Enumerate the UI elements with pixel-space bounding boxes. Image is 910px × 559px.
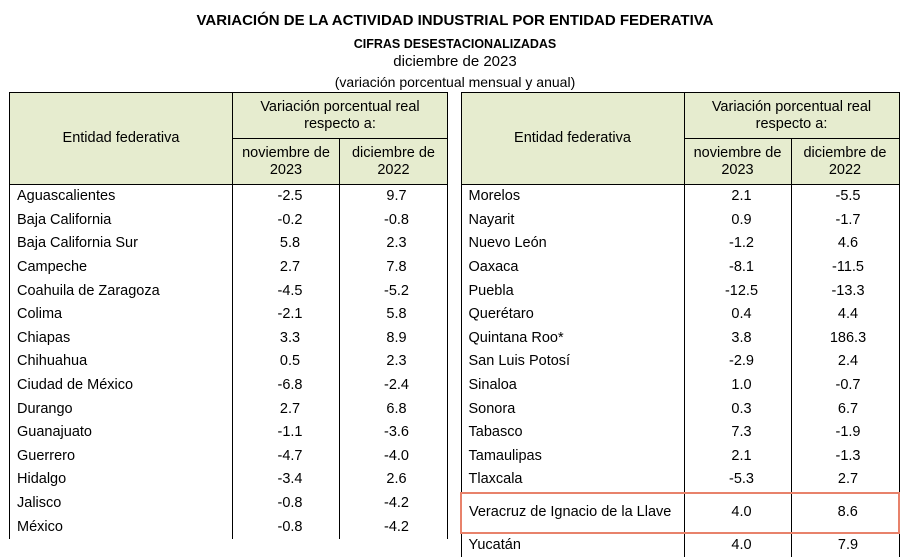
nov-2023-value-cell: 0.3 xyxy=(684,397,791,421)
table-row xyxy=(461,374,899,398)
dic-2022-value-cell: 2.4 xyxy=(791,350,899,374)
nov-2023-value-cell: -1.2 xyxy=(684,232,791,256)
nov-2023-value-cell: 4.0 xyxy=(684,493,791,533)
report-title: VARIACIÓN DE LA ACTIVIDAD INDUSTRIAL POR ENTIDAD FEDERATIVA xyxy=(196,12,714,29)
entity-name-cell: Veracruz de Ignacio de la Llave xyxy=(461,493,684,533)
dic-2022-value-cell: 4.4 xyxy=(791,303,899,327)
dic-2022-value-cell: -1.7 xyxy=(791,209,899,233)
dic-2022-value-cell: 6.8 xyxy=(340,397,448,421)
entity-name-cell: Coahuila de Zaragoza xyxy=(10,279,233,303)
table-row xyxy=(10,185,448,209)
table-row xyxy=(461,209,899,233)
nov-2023-value-cell: 2.1 xyxy=(684,185,791,209)
nov-2023-value-cell: -2.9 xyxy=(684,350,791,374)
entity-name-cell: San Luis Potosí xyxy=(461,350,684,374)
entity-name-cell: Durango xyxy=(10,397,233,421)
dic-2022-value-cell: 2.3 xyxy=(340,350,448,374)
table-row xyxy=(10,327,448,351)
nov-2023-column-header: noviembre de 2023 xyxy=(233,139,340,185)
nov-2023-value-cell: 2.7 xyxy=(233,256,340,280)
entity-name-cell: México xyxy=(10,515,233,539)
table-row xyxy=(461,327,899,351)
nov-2023-value-cell: 3.3 xyxy=(233,327,340,351)
dic-2022-value-cell: -3.6 xyxy=(340,421,448,445)
dic-2022-value-cell: -13.3 xyxy=(791,279,899,303)
entity-name-cell: Baja California xyxy=(10,209,233,233)
dic-2022-value-cell: -0.7 xyxy=(791,374,899,398)
nov-2023-value-cell: 0.5 xyxy=(233,350,340,374)
dic-2022-value-cell: 5.8 xyxy=(340,303,448,327)
table-row xyxy=(10,492,448,516)
dic-2022-value-cell: 4.6 xyxy=(791,232,899,256)
table-row xyxy=(461,279,899,303)
table-row xyxy=(461,303,899,327)
dic-2022-value-cell: -4.2 xyxy=(340,492,448,516)
entity-name-cell: Guanajuato xyxy=(10,421,233,445)
dic-2022-value-cell: -4.2 xyxy=(340,515,448,539)
nov-2023-value-cell: -0.8 xyxy=(233,515,340,539)
report-subtitle: CIFRAS DESESTACIONALIZADAS xyxy=(353,37,557,51)
dic-2022-value-cell: 9.7 xyxy=(340,185,448,209)
nov-2023-value-cell: 5.8 xyxy=(233,232,340,256)
table-row-highlighted xyxy=(461,493,899,533)
entity-name-cell: Nayarit xyxy=(461,209,684,233)
entity-name-cell: Quintana Roo* xyxy=(461,327,684,351)
dic-2022-value-cell: 2.3 xyxy=(340,232,448,256)
nov-2023-value-cell: -0.2 xyxy=(233,209,340,233)
nov-2023-value-cell: -8.1 xyxy=(684,256,791,280)
entity-name-cell: Morelos xyxy=(461,185,684,209)
nov-2023-value-cell: 0.4 xyxy=(684,303,791,327)
nov-2023-value-cell: -2.5 xyxy=(233,185,340,209)
left-table-panel xyxy=(9,92,447,539)
table-row xyxy=(10,468,448,492)
report-note: (variación porcentual mensual y anual) xyxy=(334,74,576,90)
nov-2023-value-cell: 0.9 xyxy=(684,209,791,233)
entity-name-cell: Guerrero xyxy=(10,445,233,469)
variation-column-header: Variación porcentual real respecto a: xyxy=(684,93,899,139)
dic-2022-column-header: diciembre de 2022 xyxy=(791,139,899,185)
entity-name-cell: Tabasco xyxy=(461,421,684,445)
table-row xyxy=(10,279,448,303)
entity-column-header: Entidad federativa xyxy=(461,93,684,185)
nov-2023-value-cell: -0.8 xyxy=(233,492,340,516)
entity-name-cell: Jalisco xyxy=(10,492,233,516)
nov-2023-value-cell: 1.0 xyxy=(684,374,791,398)
nov-2023-value-cell: 7.3 xyxy=(684,421,791,445)
entity-name-cell: Colima xyxy=(10,303,233,327)
nov-2023-value-cell: -4.7 xyxy=(233,445,340,469)
entity-name-cell: Aguascalientes xyxy=(10,185,233,209)
entity-name-cell: Yucatán xyxy=(461,533,684,558)
variation-column-header: Variación porcentual real respecto a: xyxy=(233,93,448,139)
dic-2022-value-cell: 7.8 xyxy=(340,256,448,280)
nov-2023-value-cell: -4.5 xyxy=(233,279,340,303)
table-row xyxy=(10,303,448,327)
entity-name-cell: Tlaxcala xyxy=(461,468,684,493)
table-row xyxy=(10,232,448,256)
dic-2022-value-cell: 186.3 xyxy=(791,327,899,351)
dic-2022-value-cell: 6.7 xyxy=(791,397,899,421)
right-table-panel xyxy=(460,92,898,557)
nov-2023-value-cell: -1.1 xyxy=(233,421,340,445)
table-row xyxy=(10,256,448,280)
table-row xyxy=(461,256,899,280)
nov-2023-value-cell: 2.7 xyxy=(233,397,340,421)
entity-name-cell: Hidalgo xyxy=(10,468,233,492)
entity-name-cell: Sonora xyxy=(461,397,684,421)
entity-name-cell: Campeche xyxy=(10,256,233,280)
nov-2023-value-cell: -5.3 xyxy=(684,468,791,493)
dic-2022-value-cell: 8.9 xyxy=(340,327,448,351)
nov-2023-value-cell: 2.1 xyxy=(684,445,791,469)
dic-2022-value-cell: 2.7 xyxy=(791,468,899,493)
dic-2022-value-cell: -2.4 xyxy=(340,374,448,398)
table-row xyxy=(461,468,899,493)
entity-name-cell: Nuevo León xyxy=(461,232,684,256)
entity-column-header: Entidad federativa xyxy=(10,93,233,185)
table-row xyxy=(461,397,899,421)
table-row xyxy=(461,350,899,374)
table-row xyxy=(461,445,899,469)
left-data-table xyxy=(9,92,448,539)
entity-name-cell: Sinaloa xyxy=(461,374,684,398)
table-row xyxy=(461,185,899,209)
nov-2023-value-cell: -3.4 xyxy=(233,468,340,492)
dic-2022-value-cell: -0.8 xyxy=(340,209,448,233)
dic-2022-column-header: diciembre de 2022 xyxy=(340,139,448,185)
dic-2022-value-cell: -1.9 xyxy=(791,421,899,445)
entity-name-cell: Puebla xyxy=(461,279,684,303)
entity-name-cell: Querétaro xyxy=(461,303,684,327)
dic-2022-value-cell: -11.5 xyxy=(791,256,899,280)
table-row xyxy=(461,232,899,256)
entity-name-cell: Baja California Sur xyxy=(10,232,233,256)
right-data-table xyxy=(460,92,900,557)
dic-2022-value-cell: 2.6 xyxy=(340,468,448,492)
nov-2023-value-cell: -6.8 xyxy=(233,374,340,398)
table-row xyxy=(10,209,448,233)
left-table-body xyxy=(10,185,448,539)
table-row xyxy=(461,421,899,445)
nov-2023-value-cell: -2.1 xyxy=(233,303,340,327)
nov-2023-value-cell: 4.0 xyxy=(684,533,791,558)
entity-name-cell: Tamaulipas xyxy=(461,445,684,469)
dic-2022-value-cell: -5.2 xyxy=(340,279,448,303)
entity-name-cell: Chiapas xyxy=(10,327,233,351)
report-date: diciembre de 2023 xyxy=(393,53,517,70)
table-row xyxy=(10,397,448,421)
entity-name-cell: Ciudad de México xyxy=(10,374,233,398)
dic-2022-value-cell: 8.6 xyxy=(791,493,899,533)
entity-name-cell: Oaxaca xyxy=(461,256,684,280)
right-table-body xyxy=(461,185,899,558)
table-row xyxy=(10,350,448,374)
dic-2022-value-cell: -5.5 xyxy=(791,185,899,209)
nov-2023-column-header: noviembre de 2023 xyxy=(684,139,791,185)
nov-2023-value-cell: 3.8 xyxy=(684,327,791,351)
table-row xyxy=(10,374,448,398)
table-row xyxy=(461,533,899,558)
dic-2022-value-cell: -4.0 xyxy=(340,445,448,469)
entity-name-cell: Chihuahua xyxy=(10,350,233,374)
nov-2023-value-cell: -12.5 xyxy=(684,279,791,303)
table-row xyxy=(10,515,448,539)
table-row xyxy=(10,445,448,469)
table-row xyxy=(10,421,448,445)
dic-2022-value-cell: 7.9 xyxy=(791,533,899,558)
dic-2022-value-cell: -1.3 xyxy=(791,445,899,469)
